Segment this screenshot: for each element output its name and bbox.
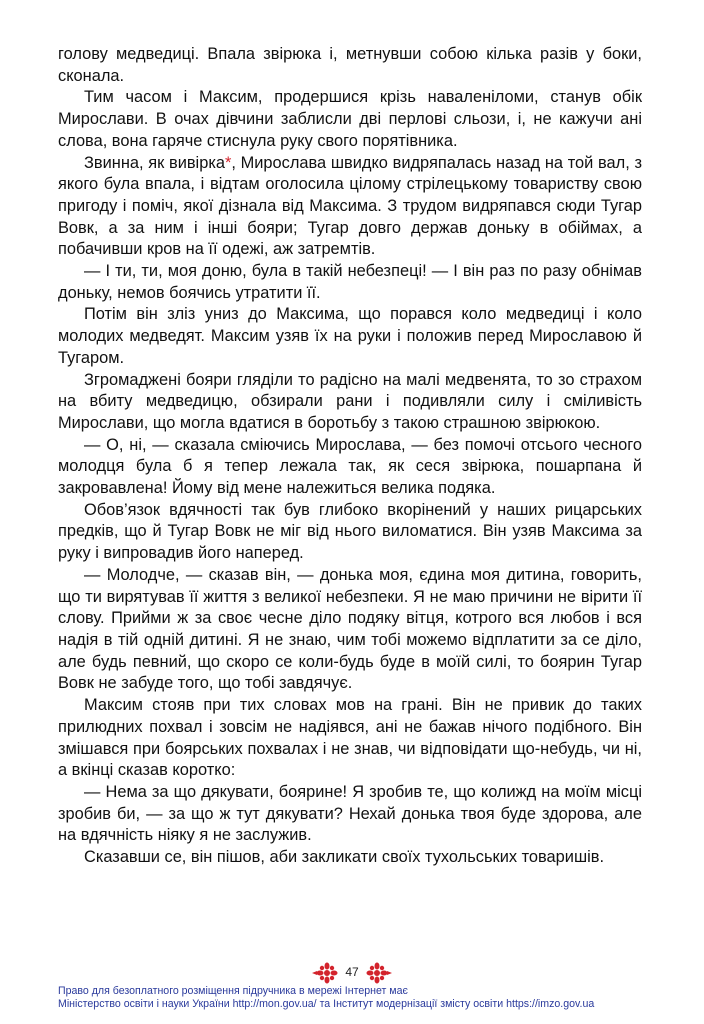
paragraph: — Нема за що дякувати, боярине! Я зробив те, що колижд на моїм місці зробив би, — за що ж тут дякувати? Нехай донька твоя буде здорова, але на вдячність ніяку я не заслужив. <box>58 782 642 845</box>
paragraph: Сказавши се, він пішов, аби закликати своїх тухольських товаришів. <box>84 848 604 867</box>
paragraph: Потім він зліз униз до Максима, що порався коло медведиці і коло молодих медведят. Максим узяв їх на руки і положив перед Мирославою й Тугаром. <box>58 305 642 367</box>
paragraph <box>58 153 642 262</box>
paragraph-text: Звинна, як вивірка <box>84 153 225 172</box>
footer <box>58 985 658 1011</box>
page-number: 47 <box>345 965 359 979</box>
paragraph-text: , Мирослава швидко видряпалась назад на той вал, з якого була впала, і відтам оголосила цілому стрілецькому товариству свою пригоду і поміч, якої дізнала від Максима. З трудом видряпався сюди Тугар Вовк, а за ним і інші бояри; Тугар довго держав доньку в обіймах, а побачивши кров на її одежі, аж затремтів. <box>58 153 642 259</box>
paragraph: Максим стояв при тих словах мов на грані. Він не привик до таких прилюдних похвал і зовсім не надіявся, ані не бажав нічого подібного. Він змішався при боярських похвалах і не знав, чи відповідати що-небудь, чи ні, а вкінці сказав коротко: <box>58 696 642 780</box>
footer-line-ministry: Міністерство освіти і науки України http://mon.gov.ua/ та Інститут модернізації змісту освіти https://imzo.gov.ua <box>58 998 595 1010</box>
paragraph: — О, ні, — сказала сміючись Мирослава, — без помочі отсього чесного молодця була б я тепер лежала так, як сеся звірюка, пошарпана й закровавлена! Йому від мене належиться велика подяка. <box>58 435 642 498</box>
footer-line-rights: Право для безоплатного розміщення підручника в мережі Інтернет має <box>58 985 408 997</box>
paragraph: Тим часом і Максим, продершися крізь наваленіломи, станув обік Мирослави. В очах дівчини заблисли дві перлові сльози, і, не кажучи ані слова, вона гаряче стиснула руку свого порятівника. <box>58 88 642 150</box>
paragraph: голову медведиці. Впала звірюка і, метнувши собою кілька разів у боки, сконала. <box>58 45 642 85</box>
right-flower-ornament-icon <box>362 962 392 984</box>
paragraph: Згромаджені бояри гляділи то радісно на малі медвенята, то зо страхом на вбиту медведицю, обзирали рани і подивляли силу і сміливість Мирослави, що могла вдатися в боротьбу з такою страшною звірюкою. <box>58 370 642 432</box>
footnote-mark[interactable]: * <box>224 153 232 172</box>
paragraph: Обов’язок вдячності так був глибоко вкорінений у наших рицарських предків, що й Тугар Вовк не міг від нього виломатися. Він узяв Максима за руку і випровадив його наперед. <box>58 500 642 563</box>
paragraph: — Молодче, — сказав він, — донька моя, єдина моя дитина, говорить, що ти вирятував її життя з великої небезпеки. Я не маю причини не вірити її слову. Прийми ж за своє чесне діло подяку вітця, котрого вся любов і вся надія в тій одній дитині. Я не знаю, чим тобі можемо відплатити за се діло, але будь певний, що скоро се коли-будь буде в моїй силі, то боярин Тугар Вовк не забуде того, що тобі завдячує. <box>58 565 642 693</box>
body-text <box>58 44 642 869</box>
paragraph: — І ти, ти, моя доню, була в такій небезпеці! — І він раз по разу обнімав доньку, немов боячись утратити її. <box>58 262 642 302</box>
